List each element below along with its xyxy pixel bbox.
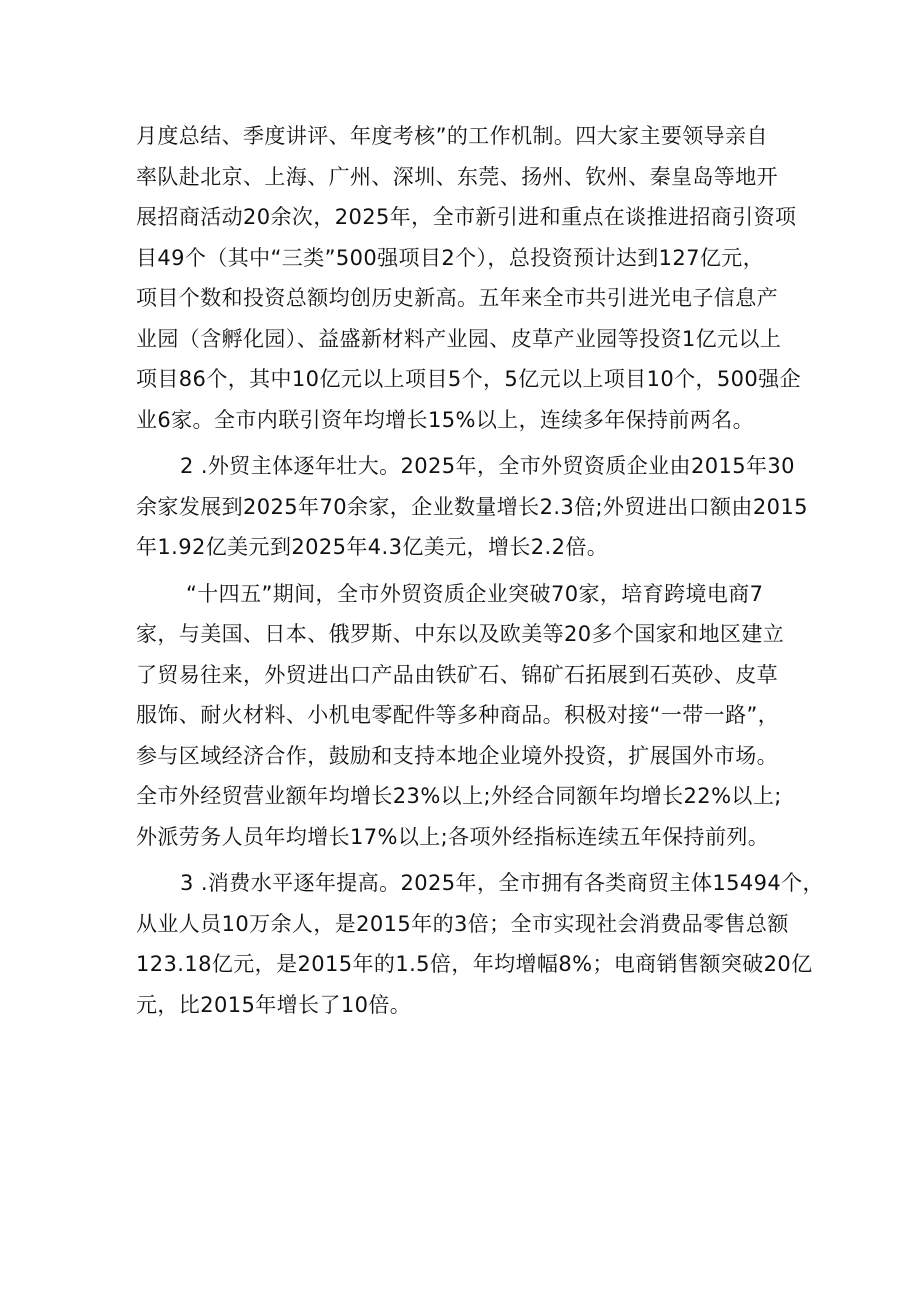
text-line: “十四五”期间，全市外贸资质企业突破70家，培育跨境电商7 [186, 581, 764, 606]
text-line: 率队赴北京、上海、广州、深圳、东莞、扬州、钦州、秦皇岛等地开 [136, 164, 778, 189]
text-line: 月度总结、季度讲评、年度考核”的工作机制。四大家主要领导亲自 [136, 124, 768, 148]
text-line: 服饰、耐火材料、小机电零配件等多种商品。积极对接“一带一路”， [136, 703, 780, 727]
text-line: 全市外经贸营业额年均增长23%以上;外经合同额年均增长22%以上; [136, 784, 782, 808]
document-body [136, 116, 824, 1031]
text-line: 年1.92亿美元到2025年4.3亿美元，增长2.2倍。 [136, 535, 609, 559]
text-line: 元，比2015年增长了10倍。 [136, 992, 412, 1017]
paragraph-foreign-trade [136, 446, 808, 568]
text-line: 项目86个，其中10亿元以上项目5个，5亿元以上项目10个，500强企 [136, 367, 801, 391]
text-line: 业园（含孵化园）、益盛新材料产业园、皮草产业园等投资1亿元以上 [136, 326, 782, 351]
text-line: 2 .外贸主体逐年壮大。2025年，全市外贸资质企业由2015年30 [180, 454, 795, 478]
text-line: 项目个数和投资总额均创历史新高。五年来全市共引进光电子信息产 [136, 286, 778, 310]
text-line: 余家发展到2025年70余家，企业数量增长2.3倍;外贸进出口额由2015 [136, 494, 808, 519]
text-line: 业6家。全市内联引资年均增长15%以上，连续多年保持前两名。 [136, 407, 755, 432]
text-line: 家，与美国、日本、俄罗斯、中东以及欧美等20多个国家和地区建立 [136, 622, 785, 646]
paragraph-investment [136, 116, 801, 440]
text-line: 123.18亿元，是2015年的1.5倍，年均增幅8%；电商销售额突破20亿 [136, 952, 813, 976]
text-line: 从业人员10万余人，是2015年的3倍；全市实现社会消费品零售总额 [136, 911, 789, 936]
paragraph-consumption [136, 863, 824, 1025]
text-line: 参与区域经济合作，鼓励和支持本地企业境外投资，扩展国外市场。 [136, 743, 778, 768]
text-line: 展招商活动20余次，2025年，全市新引进和重点在谈推进招商引资项 [136, 205, 797, 229]
text-line: 目49个（其中“三类”500强项目2个），总投资预计达到127亿元， [136, 245, 765, 270]
text-line: 了贸易往来，外贸进出口产品由铁矿石、锦矿石拓展到石英砂、皮草 [136, 662, 778, 687]
text-line: 外派劳务人员年均增长17%以上;各项外经指标连续五年保持前列。 [136, 824, 770, 849]
paragraph-fourteenth-five-year [136, 574, 796, 858]
text-line: 3 .消费水平逐年提高。2025年，全市拥有各类商贸主体15494个， [180, 871, 824, 895]
